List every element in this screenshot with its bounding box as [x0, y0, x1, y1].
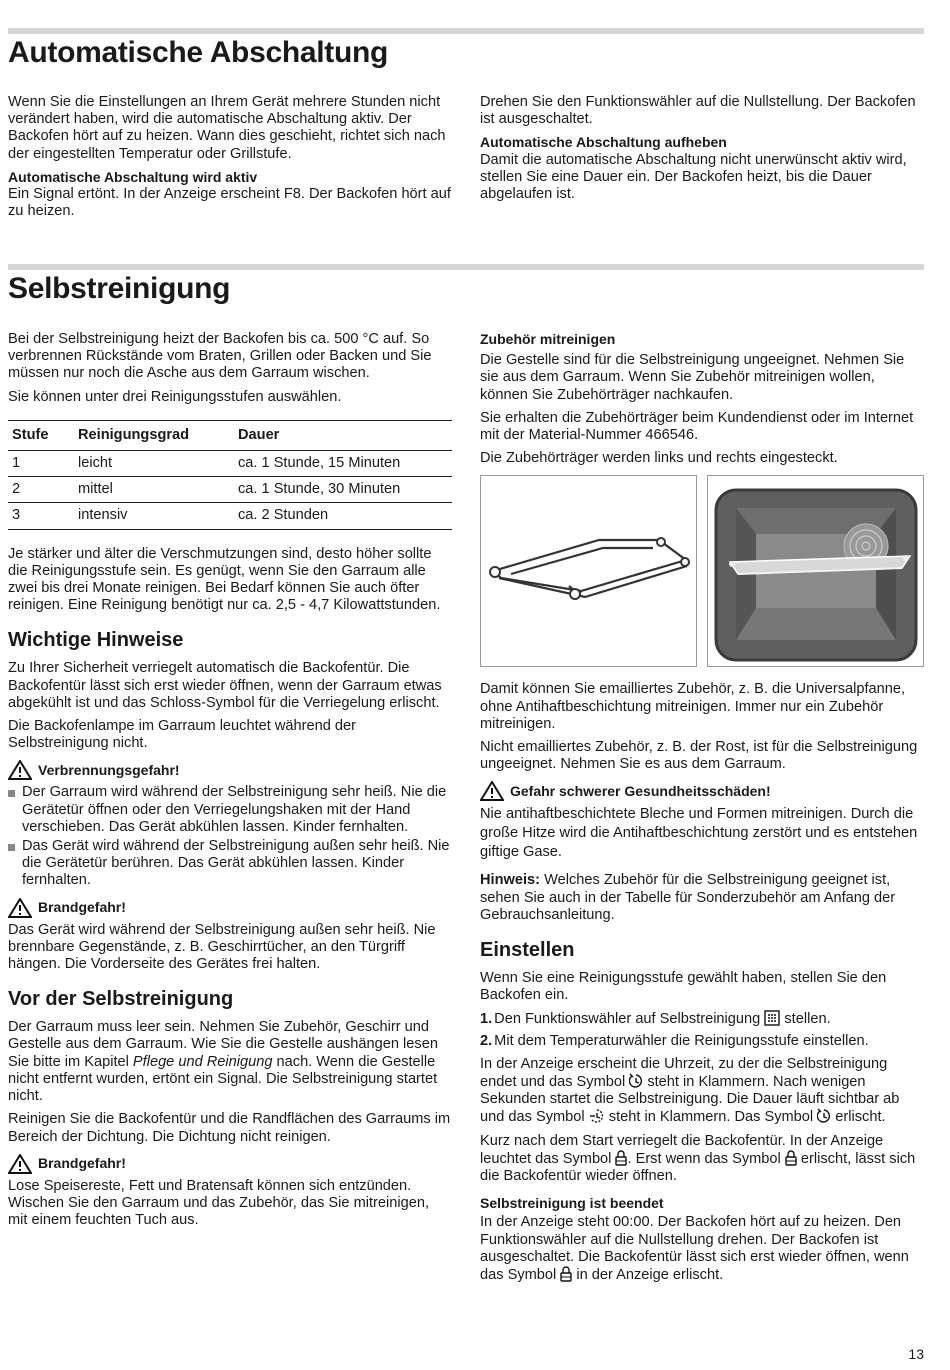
lock-icon — [785, 1150, 797, 1166]
warning-triangle-icon — [480, 781, 504, 801]
warning-triangle-icon — [8, 760, 32, 780]
paragraph: Wenn Sie die Einstellungen an Ihrem Gerät mehrere Stunden nicht verändert haben, wird die automatische Abschaltung aktiv. Der Backofen hört auf zu heizen. Wann dies geschieht, richtet sich nach der eingestellten Temperatur oder Grillstufe. — [8, 94, 446, 162]
warning-label: Brandgefahr! — [38, 1155, 126, 1172]
heading-einstellen: Einstellen — [480, 939, 575, 962]
table-cell: intensiv — [74, 503, 234, 529]
warning-brand — [8, 898, 452, 918]
table-cell: mittel — [74, 477, 234, 503]
end-time-icon — [629, 1073, 643, 1089]
table-header: Stufe — [8, 420, 74, 450]
abschaltung-right-column — [480, 94, 924, 209]
paragraph: Sie können unter drei Reinigungsstufen auswählen. — [8, 388, 342, 405]
list-item: 1. Den Funktionswähler auf Selbstreinigung stellen. — [480, 1011, 831, 1028]
warning-verbrennung — [8, 760, 452, 780]
duration-icon — [589, 1108, 605, 1124]
warning-triangle-icon — [8, 898, 32, 918]
warning-brand-vor — [8, 1154, 452, 1174]
illustration-row — [480, 475, 924, 667]
table-cell: 2 — [8, 477, 74, 503]
table-cell: ca. 1 Stunde, 30 Minuten — [234, 477, 452, 503]
warning-triangle-icon — [8, 1154, 32, 1174]
list-item: Der Garraum wird während der Selbstreinigung sehr heiß. Nie die Gerätetür öffnen oder den Verriegelungshaken mit der Hand verschieben. Das Gerät abkühlen lassen. Kinder fernhalten. — [8, 784, 452, 836]
paragraph: Drehen Sie den Funktionswähler auf die Nullstellung. Der Backofen ist ausgeschaltet. — [480, 94, 916, 128]
paragraph: Die Gestelle sind für die Selbstreinigung ungeeignet. Nehmen Sie sie aus dem Garraum. Wenn Sie Zubehör mitreinigen wollen, können Sie Zubehörträger nachkaufen. — [480, 352, 905, 403]
accessory-rail-illustration — [480, 475, 697, 667]
table-cell: 3 — [8, 503, 74, 529]
paragraph: In der Anzeige steht 00:00. Der Backofen hört auf zu heizen. Den Funktionswähler auf die Nullstellung drehen. Der Backofen ist ausgeschaltet. Die Backofentür lässt sich erst wieder öffnen, wenn das Symbol in der Anzeige erlischt. — [480, 1214, 909, 1284]
paragraph: Damit die automatische Abschaltung nicht unerwünscht aktiv wird, stellen Sie eine Dauer ein. Der Backofen heizt, bis die Dauer abgelaufen ist. — [480, 151, 907, 203]
subheading: Automatische Abschaltung wird aktiv — [8, 168, 258, 185]
paragraph: Der Garraum muss leer sein. Nehmen Sie Zubehör, Geschirr und Gestelle aus dem Garraum. Wie Sie die Gestelle aushängen lesen Sie bitte im Kapitel Pflege und Reinigung nach. Wenn die Gestelle nicht entfernt wurden, ertönt ein Signal. Die Selbstreinigung startet nicht. — [8, 1019, 438, 1105]
warning-bullets — [8, 784, 452, 889]
table-row — [8, 451, 452, 477]
paragraph: Die Backofenlampe im Garraum leuchtet während der Selbstreinigung nicht. — [8, 718, 356, 752]
table-header: Dauer — [234, 420, 452, 450]
paragraph: Bei der Selbstreinigung heizt der Backofen bis ca. 500 °C auf. So verbrennen Rückstände vom Braten, Grillen oder Backen und Sie müssen nur noch die Asche aus dem Garraum wischen. — [8, 331, 432, 382]
lock-icon — [560, 1266, 572, 1282]
paragraph: Das Gerät wird während der Selbstreinigung außen sehr heiß. Nie brennbare Gegenstände, z. B. Geschirrtücher, an den Türgriff hängen. Die Vorderseite des Gerätes frei halten. — [8, 921, 436, 973]
table-cell: ca. 1 Stunde, 15 Minuten — [234, 451, 452, 477]
selbstreinigung-right-column — [480, 331, 924, 1290]
paragraph: Nie antihaftbeschichtete Bleche und Formen mitreinigen. Durch die große Hitze wird die Antihaftbeschichtung zerstört und es entstehen giftige Gase. — [480, 806, 918, 861]
section-title-abschaltung: Automatische Abschaltung — [8, 36, 389, 69]
selbstreinigung-left-column — [8, 331, 452, 1235]
subheading: Automatische Abschaltung aufheben — [480, 134, 727, 151]
table-cell: ca. 2 Stunden — [234, 503, 452, 529]
section-rule — [8, 264, 924, 270]
warning-label: Brandgefahr! — [38, 899, 126, 916]
paragraph: Nicht emailliertes Zubehör, z. B. der Rost, ist für die Selbstreinigung ungeeignet. Nehmen Sie es aus dem Garraum. — [480, 739, 918, 773]
table-cell: leicht — [74, 451, 234, 477]
page-number: 13 — [908, 1346, 924, 1362]
paragraph: Reinigen Sie die Backofentür und die Randflächen des Garraums im Bereich der Dichtung. Die Dichtung nicht reinigen. — [8, 1111, 451, 1145]
warning-label: Verbrennungsgefahr! — [38, 761, 180, 778]
section-title-selbstreinigung: Selbstreinigung — [8, 272, 231, 305]
list-item: 2. Mit dem Temperaturwähler die Reinigungsstufe einstellen. — [480, 1032, 869, 1049]
paragraph: Damit können Sie emailliertes Zubehör, z. B. die Universalpfanne, ohne Antihaftbeschichtung mitreinigen. Immer nur ein Zubehör mitreinigen. — [480, 681, 906, 732]
warning-label: Gefahr schwerer Gesundheitsschäden! — [510, 782, 771, 799]
paragraph: Ein Signal ertönt. In der Anzeige erscheint F8. Der Backofen hört auf zu heizen. — [8, 186, 451, 220]
oven-drawing — [708, 476, 923, 666]
table-row — [8, 503, 452, 529]
paragraph: Wenn Sie eine Reinigungsstufe gewählt haben, stellen Sie den Backofen ein. — [480, 970, 887, 1004]
heading-wichtige-hinweise: Wichtige Hinweise — [8, 629, 184, 652]
table-header: Reinigungsgrad — [74, 420, 234, 450]
lock-icon — [615, 1150, 627, 1166]
list-item: Das Gerät wird während der Selbstreinigung außen sehr heiß. Nie die Gerätetür berühren. Das Gerät abkühlen lassen. Kinder fernhalten. — [8, 838, 452, 890]
subheading: Selbstreinigung ist beendet — [480, 1195, 664, 1212]
table-cell: 1 — [8, 451, 74, 477]
steps-list — [480, 1010, 924, 1049]
table-header-row — [8, 420, 452, 450]
self-clean-icon — [764, 1010, 780, 1026]
oven-interior-illustration — [707, 475, 924, 667]
paragraph: In der Anzeige erscheint die Uhrzeit, zu der die Selbstreinigung endet und das Symbol steht in Klammern. Nach wenigen Sekunden startet die Selbstreinigung. Die Dauer läuft sichtbar ab und das Symbol steht in Klammern. Das Symbol erlischt. — [480, 1055, 900, 1126]
rail-drawing — [481, 476, 696, 666]
paragraph: Kurz nach dem Start verriegelt die Backofentür. In der Anzeige leuchtet das Symbol . Erst wenn das Symbol erlischt, lässt sich die Backofentür wieder öffnen. — [480, 1132, 916, 1185]
subheading: Zubehör mitreinigen — [480, 331, 616, 347]
cleaning-levels-table — [8, 420, 452, 530]
note-paragraph: Hinweis: Welches Zubehör für die Selbstreinigung geeignet ist, sehen Sie auch in der Tabelle für Sonderzubehör am Anfang der Gebrauchsanleitung. — [480, 872, 896, 923]
manual-page — [8, 0, 924, 1370]
paragraph: Sie erhalten die Zubehörträger beim Kundendienst oder im Internet mit der Material-Nummer 466546. — [480, 409, 914, 444]
abschaltung-left-column — [8, 94, 452, 226]
paragraph: Je stärker und älter die Verschmutzungen sind, desto höher sollte die Reinigungsstufe sein. Es genügt, wenn Sie den Garraum alle zwei bis drei Monate reinigen. Bei Bedarf können Sie auch öfter reinigen. Eine Reinigung benötigt nur ca. 2,5 - 4,7 Kilowattstunden. — [8, 545, 441, 614]
table-row — [8, 477, 452, 503]
paragraph: Die Zubehörträger werden links und rechts eingesteckt. — [480, 450, 838, 467]
heading-vor-der-selbstreinigung: Vor der Selbstreinigung — [8, 988, 234, 1011]
paragraph: Lose Speisereste, Fett und Bratensaft können sich entzünden. Wischen Sie den Garraum und das Zubehör, das Sie mitreinigen, mit einem feuchten Tuch aus. — [8, 1177, 430, 1229]
warning-gesundheit — [480, 781, 924, 801]
end-time-icon — [817, 1108, 831, 1124]
section-rule — [8, 28, 924, 34]
paragraph: Zu Ihrer Sicherheit verriegelt automatisch die Backofentür. Die Backofentür lässt sich erst wieder öffnen, wenn der Garraum etwas abgekühlt ist und das Schloss-Symbol für die Verriegelung erlischt. — [8, 660, 442, 711]
